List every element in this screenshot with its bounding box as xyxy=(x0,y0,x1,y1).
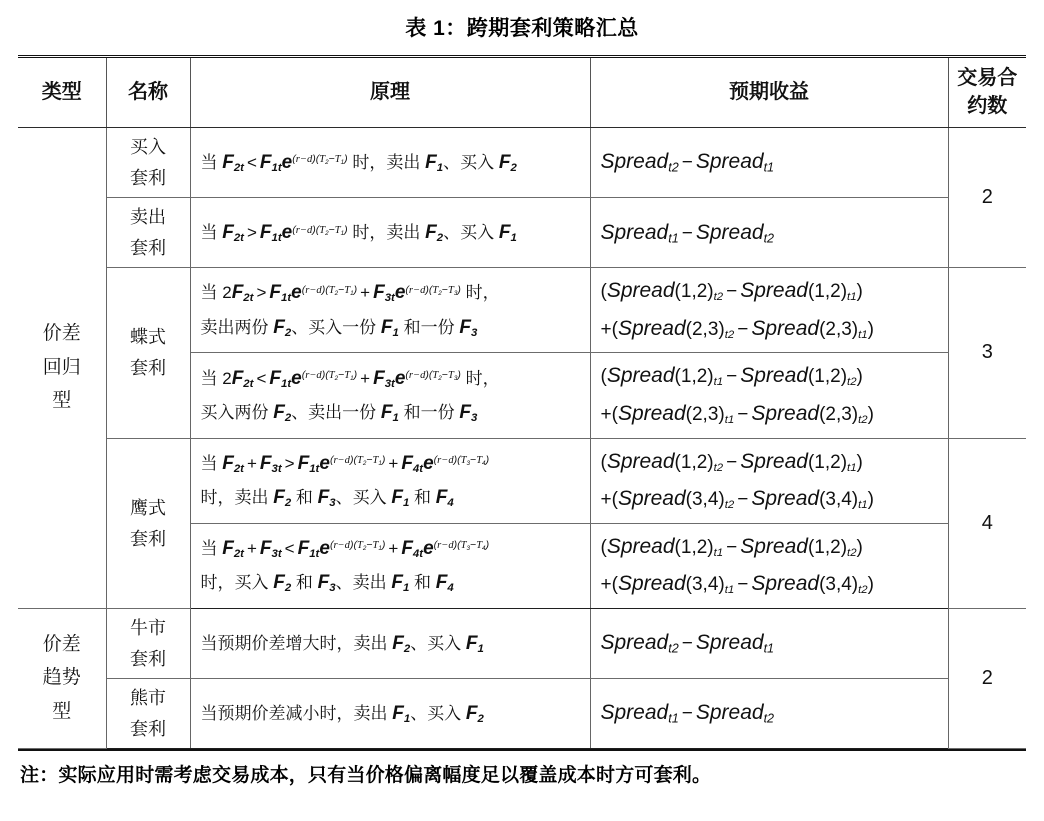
payoff-cell: ($Spread(1,2)_{t2}$ − $Spread(1,2)_{t1}$) $+(Spread(3,4)_{t2}$ − $Spread(3,4)_{t1}$) xyxy=(590,438,948,523)
type-line1: 价差 xyxy=(42,633,81,655)
principle-cell: 当 $F_{2t} > F_{1t}e^{(r-d)(T_2-T_1)}$ 时，卖出 $F_2$、买入 $F_1$ xyxy=(190,198,590,268)
payoff-cell: ($Spread(1,2)_{t1}$ − $Spread(1,2)_{t2}$) $+(Spread(3,4)_{t1}$ − $Spread(3,4)_{t2}$) xyxy=(590,523,948,608)
header-principle: 原理 xyxy=(190,58,590,128)
principle-cell: 当 $2F_{2t} < F_{1t}e^{(r-d)(T_2-T_1)} + F_{3t}e^{(r-d)(T_2-T_3)}$ 时， 买入两份 $F_2$、卖出一份 $F_1$ 和一份 $F_3$ xyxy=(190,353,590,438)
type-cell-spread-trend xyxy=(18,608,106,748)
table-row xyxy=(18,438,1026,523)
type-line2: 趋势 xyxy=(42,667,81,689)
principle-cell: 当预期价差增大时，卖出 $F_2$、买入 $F_1$ xyxy=(190,608,590,678)
principle-cell: 当 $F_{2t} + F_{3t} > F_{1t}e^{(r-d)(T_2-T_1)} + F_{4t}e^{(r-d)(T_3-T_4)}$ 时，卖出 $F_2$ 和 $F_3$、买入 $F_1$ 和 $F_4$ xyxy=(190,438,590,523)
header-contracts xyxy=(948,58,1026,128)
principle-cell: 当 $F_{2t} + F_{3t} < F_{1t}e^{(r-d)(T_2-T_1)} + F_{4t}e^{(r-d)(T_3-T_4)}$ 时，买入 $F_2$ 和 $F_3$、卖出 $F_1$ 和 $F_4$ xyxy=(190,523,590,608)
table-row xyxy=(18,198,1026,268)
table-row xyxy=(18,268,1026,353)
contracts-cell: 3 xyxy=(948,268,1026,438)
name-line2: 套利 xyxy=(130,168,166,189)
name-line2: 套利 xyxy=(130,648,166,669)
name-cell-butterfly-arb xyxy=(106,268,190,438)
header-contracts-line2: 约数 xyxy=(967,95,1008,117)
contracts-cell: 4 xyxy=(948,438,1026,608)
contracts-cell: 2 xyxy=(948,128,1026,268)
contracts-cell: 2 xyxy=(948,608,1026,748)
header-contracts-line1: 交易合 xyxy=(957,67,1018,89)
type-line3: 型 xyxy=(52,700,72,722)
name-cell-buy-arb xyxy=(106,128,190,198)
name-line2: 套利 xyxy=(130,528,166,549)
table-header xyxy=(18,58,1026,128)
type-cell-spread-reversion xyxy=(18,128,106,609)
name-line1: 鹰式 xyxy=(130,497,166,518)
principle-cell: 当 $F_{2t} < F_{1t}e^{(r-d)(T_2-T_1)}$ 时，卖出 $F_1$、买入 $F_2$ xyxy=(190,128,590,198)
type-line2: 回归 xyxy=(42,356,81,378)
principle-cell: 当预期价差减小时，卖出 $F_1$、买入 $F_2$ xyxy=(190,678,590,748)
name-line1: 蝶式 xyxy=(130,327,166,348)
table-row xyxy=(18,608,1026,678)
name-line1: 牛市 xyxy=(130,617,166,638)
type-line1: 价差 xyxy=(42,323,81,345)
payoff-cell: Spread$_{t1}$ − Spread$_{t2}$ xyxy=(590,198,948,268)
name-cell-sell-arb xyxy=(106,198,190,268)
header-name: 名称 xyxy=(106,58,190,128)
payoff-cell: ($Spread(1,2)_{t2}$ − $Spread(1,2)_{t1}$) $+(Spread(2,3)_{t2}$ − $Spread(2,3)_{t1}$) xyxy=(590,268,948,353)
name-cell-bull-arb xyxy=(106,608,190,678)
header-type: 类型 xyxy=(18,58,106,128)
header-payoff: 预期收益 xyxy=(590,58,948,128)
name-line2: 套利 xyxy=(130,238,166,259)
name-line1: 卖出 xyxy=(130,207,166,228)
principle-cell: 当 $2F_{2t} > F_{1t}e^{(r-d)(T_2-T_1)} + F_{3t}e^{(r-d)(T_2-T_3)}$ 时， 卖出两份 $F_2$、买入一份 $F_1$ 和一份 $F_3$ xyxy=(190,268,590,353)
page-title: 表 1：跨期套利策略汇总 xyxy=(405,17,639,40)
name-cell-condor-arb xyxy=(106,438,190,608)
name-cell-bear-arb xyxy=(106,678,190,748)
table-note: 注：实际应用时需考虑交易成本，只有当价格偏离幅度足以覆盖成本时方可套利。 xyxy=(18,749,1026,793)
name-line2: 套利 xyxy=(130,719,166,740)
header-row xyxy=(18,58,1026,128)
table-row xyxy=(18,678,1026,748)
table-body xyxy=(18,128,1026,749)
payoff-cell: Spread$_{t1}$ − Spread$_{t2}$ xyxy=(590,678,948,748)
payoff-cell: Spread$_{t2}$ − Spread$_{t1}$ xyxy=(590,608,948,678)
table-row xyxy=(18,128,1026,198)
strategy-table xyxy=(18,58,1026,749)
type-line3: 型 xyxy=(52,390,72,412)
name-line1: 买入 xyxy=(130,137,166,157)
name-line1: 熊市 xyxy=(130,687,166,708)
name-line2: 套利 xyxy=(130,358,166,379)
payoff-cell: ($Spread(1,2)_{t1}$ − $Spread(1,2)_{t2}$) $+(Spread(2,3)_{t1}$ − $Spread(2,3)_{t2}$) xyxy=(590,353,948,438)
payoff-cell: Spread$_{t2}$ − Spread$_{t1}$ xyxy=(590,128,948,198)
